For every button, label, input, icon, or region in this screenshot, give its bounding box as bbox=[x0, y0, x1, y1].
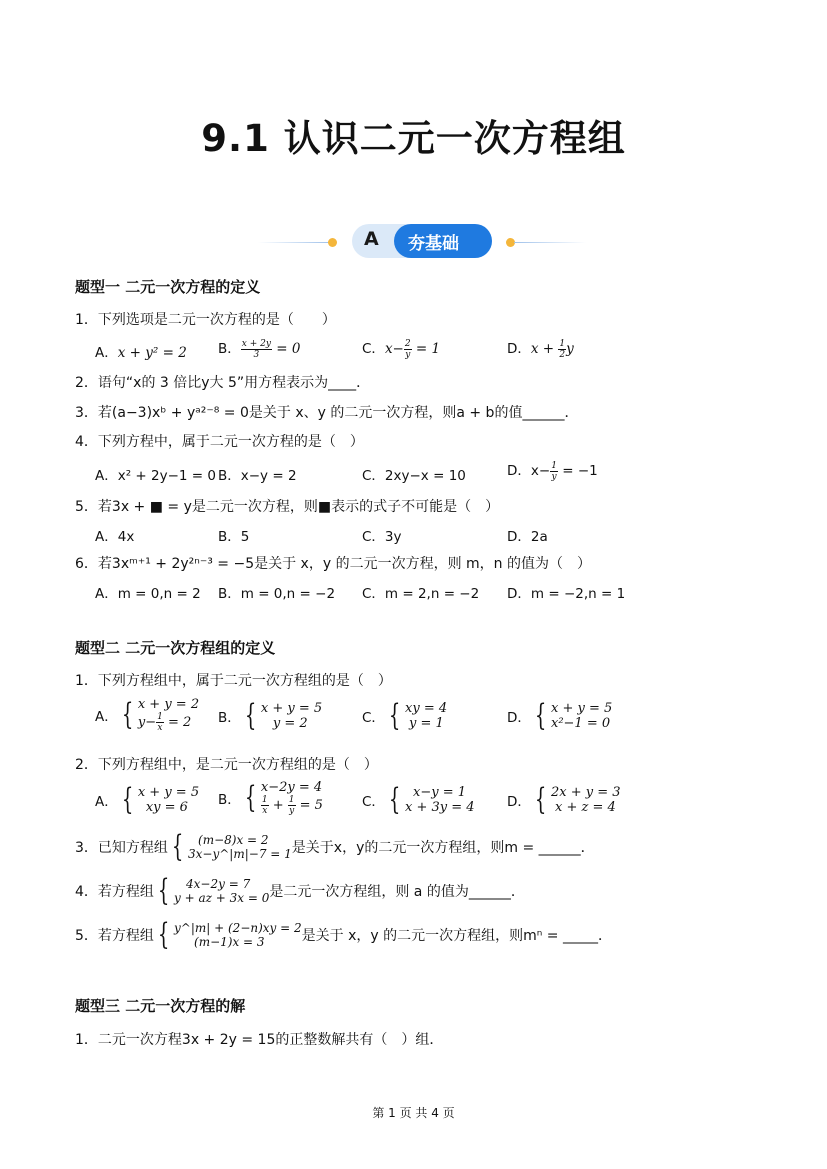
option-a: A．4x bbox=[95, 529, 135, 545]
option-d: D．2a bbox=[507, 529, 548, 545]
section-banner bbox=[352, 222, 492, 260]
option-b: B． { x + y = 5 y = 2 bbox=[218, 698, 323, 733]
section-heading-3: 题型三 二元一次方程的解 bbox=[75, 997, 246, 1015]
option-c: C．x− $\frac{2}{y}$ = 1 bbox=[362, 338, 441, 360]
question-2-2: 2．下列方程组中，是二元一次方程组的是（ ） bbox=[75, 757, 378, 773]
question-2-1: 1．下列方程组中，属于二元一次方程组的是（ ） bbox=[75, 673, 392, 689]
question-2-5: 5．若方程组 { y^|m| + (2−n)xy = 2 (m−1)x = 3 是关于 x，y 的二元一次方程组，则mⁿ = _____． bbox=[75, 917, 612, 952]
option-a: A． { x + y = 5 xy = 6 bbox=[95, 782, 200, 817]
option-b: B．5 bbox=[218, 529, 250, 545]
section-heading-2: 题型二 二元一次方程组的定义 bbox=[75, 639, 276, 657]
question-1-3: 3．若(a−3)xᵇ + yᵃ²⁻⁸ = 0是关于 x、y 的二元一次方程，则a + b的值______． bbox=[75, 405, 579, 421]
option-a: A．m = 0,n = 2 bbox=[95, 586, 201, 602]
question-2-4: 4．若方程组 { 4x−2y = 7 y + az + 3x = 0 是二元一次方程组，则 a 的值为______． bbox=[75, 873, 525, 908]
question-2-3: 3．已知方程组 { (m−8)x = 2 3x−y^|m|−7 = 1 是关于x，y的二元一次方程组，则m = ______． bbox=[75, 829, 595, 864]
option-a: A．x + y² = 2 bbox=[95, 345, 187, 361]
option-b: B．m = 0,n = −2 bbox=[218, 586, 336, 602]
option-c: C． { xy = 4 y = 1 bbox=[362, 698, 448, 733]
option-a: A．x² + 2y−1 = 0 bbox=[95, 468, 216, 484]
option-c: C．m = 2,n = −2 bbox=[362, 586, 480, 602]
option-b: B． $\frac{x + 2y}{3}$ = 0 bbox=[218, 338, 301, 360]
option-a: A． { x + y = 2 y− $\frac{1}{x}$ = 2 bbox=[95, 697, 200, 733]
option-b: B． { x−2y = 4 $\frac{1}{x}$ + $\frac{1}{y}$ = 5 bbox=[218, 780, 323, 816]
banner-left-line bbox=[258, 242, 330, 243]
option-b: B．x−y = 2 bbox=[218, 468, 297, 484]
page-title: 9.1 认识二元一次方程组 bbox=[201, 117, 626, 160]
option-d: D．x + $\frac{1}{2}$ y bbox=[507, 338, 574, 360]
question-1-2: 2．语句“x的 3 倍比y大 5”用方程表示为____． bbox=[75, 375, 371, 391]
banner-letter: A bbox=[364, 228, 379, 250]
option-d: D．x− $\frac{1}{y}$ = −1 bbox=[507, 460, 598, 482]
question-1-6: 6．若3xᵐ⁺¹ + 2y²ⁿ⁻³ = −5是关于 x，y 的二元一次方程，则 m，n 的值为（ ） bbox=[75, 556, 591, 572]
question-1-1: 1．下列选项是二元一次方程的是（ ） bbox=[75, 312, 336, 328]
option-d: D． { 2x + y = 3 x + z = 4 bbox=[507, 782, 621, 817]
page-footer: 第 1 页 共 4 页 bbox=[372, 1106, 455, 1120]
option-d: D．m = −2,n = 1 bbox=[507, 586, 626, 602]
option-d: D． { x + y = 5 x²−1 = 0 bbox=[507, 698, 613, 733]
banner-text: 夯基础 bbox=[408, 234, 459, 254]
section-heading-1: 题型一 二元一次方程的定义 bbox=[75, 278, 261, 296]
question-1-5: 5．若3x + ■ = y是二元一次方程，则■表示的式子不可能是（ ） bbox=[75, 499, 500, 515]
question-3-1: 1．二元一次方程3x + 2y = 15的正整数解共有（ ）组． bbox=[75, 1032, 444, 1048]
banner-left-dot bbox=[328, 238, 337, 247]
option-c: C． { x−y = 1 x + 3y = 4 bbox=[362, 782, 475, 817]
banner-right-line bbox=[514, 242, 586, 243]
option-c: C．2xy−x = 10 bbox=[362, 468, 466, 484]
question-1-4: 4．下列方程中，属于二元一次方程的是（ ） bbox=[75, 434, 364, 450]
option-c: C．3y bbox=[362, 529, 402, 545]
